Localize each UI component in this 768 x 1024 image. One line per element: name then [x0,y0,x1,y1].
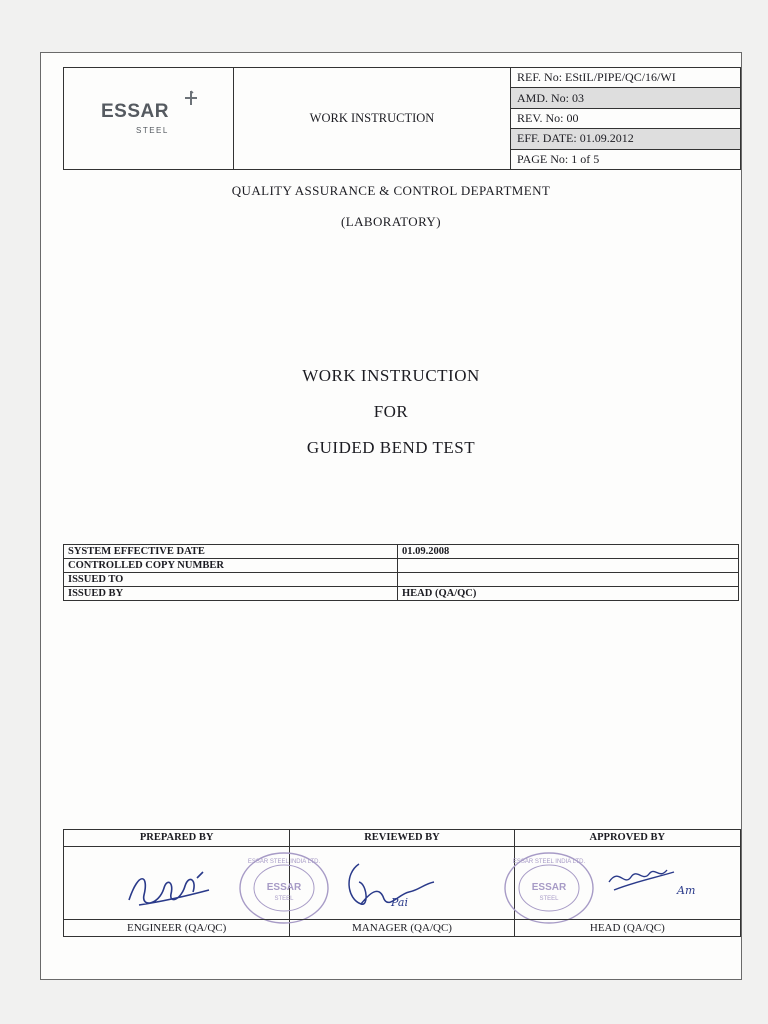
info-label: CONTROLLED COPY NUMBER [64,559,398,573]
svg-text:STEEL: STEEL [274,896,294,902]
head-role: HEAD (QA/QC) [589,922,665,934]
info-value: HEAD (QA/QC) [398,587,739,601]
table-row [64,573,739,587]
department-sub: (LABORATORY) [341,214,441,229]
revision-number: REV. No: 00 [511,109,740,129]
engineer-role: ENGINEER (QA/QC) [127,922,227,934]
reviewed-by-label: REVIEWED BY [364,832,440,843]
approved-by-label: APPROVED BY [589,832,666,843]
svg-text:Pai: Pai [391,896,408,909]
info-value [398,559,739,573]
issue-info-table [63,544,739,601]
company-stamp-1 [234,850,334,926]
info-label: ISSUED BY [64,587,398,601]
essar-logo-text: ESSAR [101,101,169,122]
document-title-line2: FOR [373,402,409,421]
signature-headers [64,830,740,847]
svg-text:ESSAR STEEL INDIA LTD.: ESSAR STEEL INDIA LTD. [512,859,586,865]
amendment-number: AMD. No: 03 [511,88,740,108]
svg-text:ESSAR: ESSAR [266,882,302,893]
essar-logo-subtext: STEEL [136,126,169,135]
prepared-by-label: PREPARED BY [139,832,214,843]
essar-logo-star-icon [184,90,198,106]
signature-roles [64,919,740,936]
svg-text:ESSAR: ESSAR [531,882,567,893]
info-value [398,573,739,587]
document-title-line1: WORK INSTRUCTION [302,366,480,385]
table-row [64,559,739,573]
reference-block [511,68,740,169]
svg-text:STEEL: STEEL [539,896,559,902]
department-name: QUALITY ASSURANCE & CONTROL DEPARTMENT [231,183,551,198]
signature-block [63,829,741,937]
table-row [64,545,739,559]
manager-signature [339,854,449,914]
logo-cell [64,68,234,169]
page-number: PAGE No: 1 of 5 [517,151,600,166]
document-page [40,52,742,980]
document-title-line3: GUIDED BEND TEST [306,438,476,457]
header-title: WORK INSTRUCTION [234,68,511,169]
svg-text:ESSAR STEEL INDIA LTD.: ESSAR STEEL INDIA LTD. [247,859,321,865]
effective-date: EFF. DATE: 01.09.2012 [511,129,740,149]
manager-role: MANAGER (QA/QC) [352,922,452,934]
info-value: 01.09.2008 [398,545,739,559]
head-signature [599,852,709,907]
info-label: ISSUED TO [64,573,398,587]
svg-text:Am: Am [677,884,696,897]
ref-number: REF. No: EStIL/PIPE/QC/16/WI [511,68,740,88]
engineer-signature [119,860,219,915]
company-stamp-2 [499,850,599,926]
document-header [63,67,741,170]
info-label: SYSTEM EFFECTIVE DATE [64,545,398,559]
table-row [64,587,739,601]
